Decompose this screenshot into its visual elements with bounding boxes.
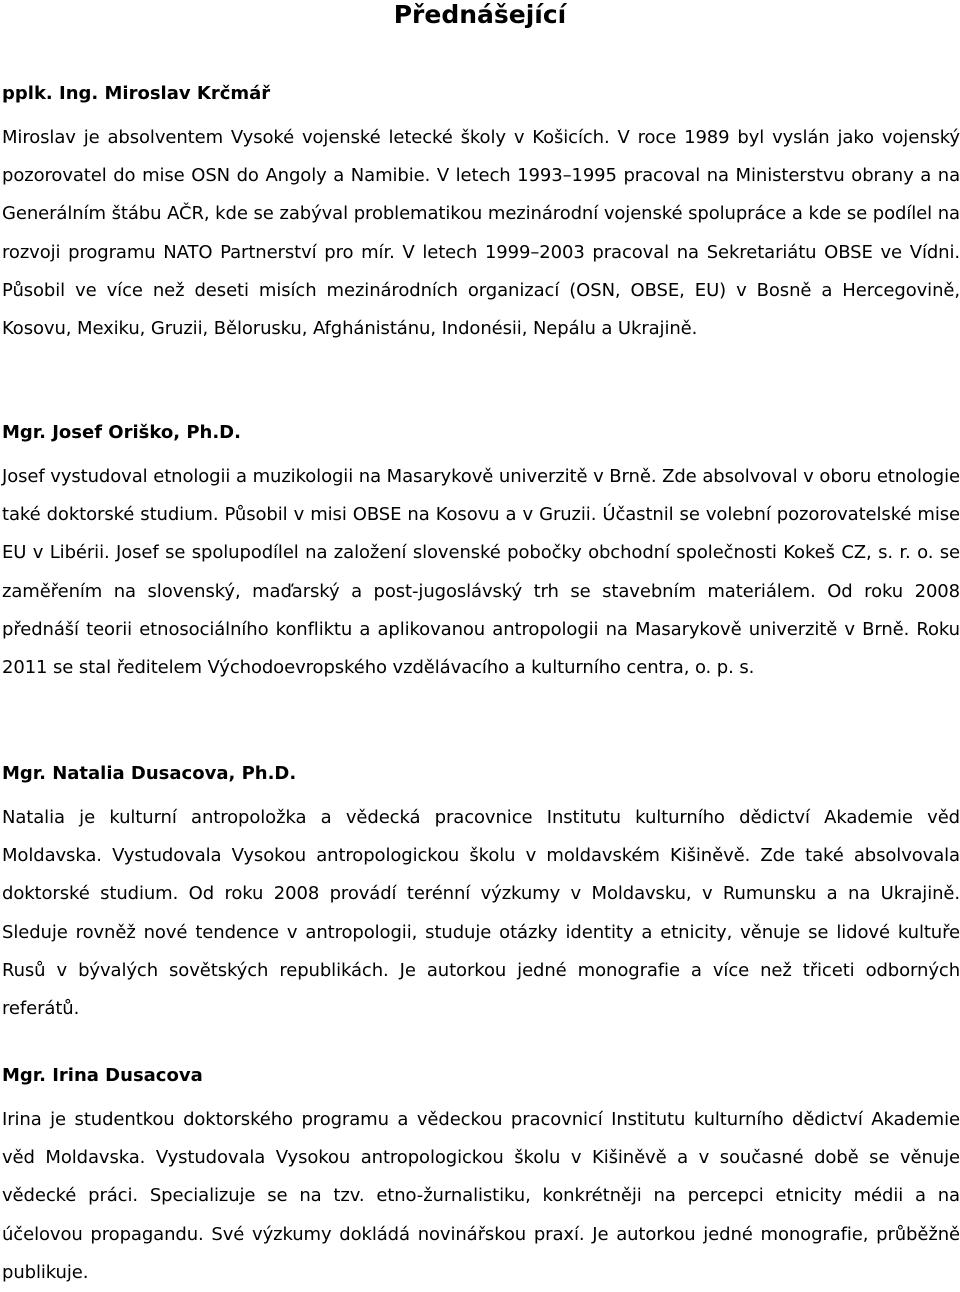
lecturer-name: pplk. Ing. Miroslav Krčmář [2, 83, 271, 104]
lecturer-bio: Irina je studentkou doktorského programu a vědeckou pracovnicí Institutu kulturního dědictví Akademie věd Moldavska. Vystudovala Vysokou antropologickou školu v Kišiněvě a v současné době se věnuje vědecké práci. Specializuje se na tzv. etno-žurnalistiku, konkrétněji na percepci etnicity médii a na účelovou propagandu. Své výzkumy dokládá novinářskou praxí. Je autorkou jedné monografie, průběžně publikuje. [2, 1109, 960, 1283]
lecturer-bio: Josef vystudoval etnologii a muzikologii na Masarykově univerzitě v Brně. Zde absolvoval v oboru etnologie také doktorské studium. Působil v misi OBSE na Kosovu a v Gruzii. Účastnil se volební pozorovatelské mise EU v Libérii. Josef se spolupodílel na založení slovenské pobočky obchodní společnosti Kokeš CZ, s. r. o. se zaměřením na slovenský, maďarský a post-jugoslávský trh se stavebním materiálem. Od roku 2008 přednáší teorii etnosociálního konfliktu a aplikovanou antropologii na Masarykově univerzitě v Brně. Roku 2011 se stal ředitelem Východoevropského vzdělávacího a kulturního centra, o. p. s. [2, 466, 960, 679]
lecturer-bio: Miroslav je absolventem Vysoké vojenské letecké školy v Košicích. V roce 1989 byl vyslán jako vojenský pozorovatel do mise OSN do Angoly a Namibie. V letech 1993–1995 pracoval na Ministerstvu obrany a na Generálním štábu AČR, kde se zabýval problematikou mezinárodní vojenské spolupráce a kde se podílel na rozvoji programu NATO Partnerství pro mír. V letech 1999–2003 pracoval na Sekretariátu OBSE ve Vídni. Působil ve více než deseti misích mezinárodních organizací (OSN, OBSE, EU) v Bosně a Hercegovině, Kosovu, Mexiku, Gruzii, Bělorusku, Afghánistánu, Indonésii, Nepálu a Ukrajině. [2, 127, 960, 340]
lecturer-name: Mgr. Natalia Dusacova, Ph.D. [2, 763, 297, 784]
page-title: Přednášející [393, 0, 567, 29]
lecturer-section [2, 82, 960, 348]
lecturer-section [2, 421, 960, 687]
lecturer-section [2, 762, 960, 1028]
lecturer-bio: Natalia je kulturní antropoložka a vědecká pracovnice Institutu kulturního dědictví Akademie věd Moldavska. Vystudovala Vysokou antropologickou školu v moldavském Kišiněvě. Zde také absolvovala doktorské studium. Od roku 2008 provádí terénní výzkumy v Moldavsku, v Rumunsku a na Ukrajině. Sleduje rovněž nové tendence v antropologii, studuje otázky identity a etnicity, věnuje se lidové kultuře Rusů v bývalých sovětských republikách. Je autorkou jedné monografie a více než třiceti odborných referátů. [2, 807, 960, 1020]
lecturer-section [2, 1064, 960, 1292]
lecturer-name: Mgr. Irina Dusacova [2, 1065, 203, 1086]
lecturer-name: Mgr. Josef Oriško, Ph.D. [2, 422, 241, 443]
